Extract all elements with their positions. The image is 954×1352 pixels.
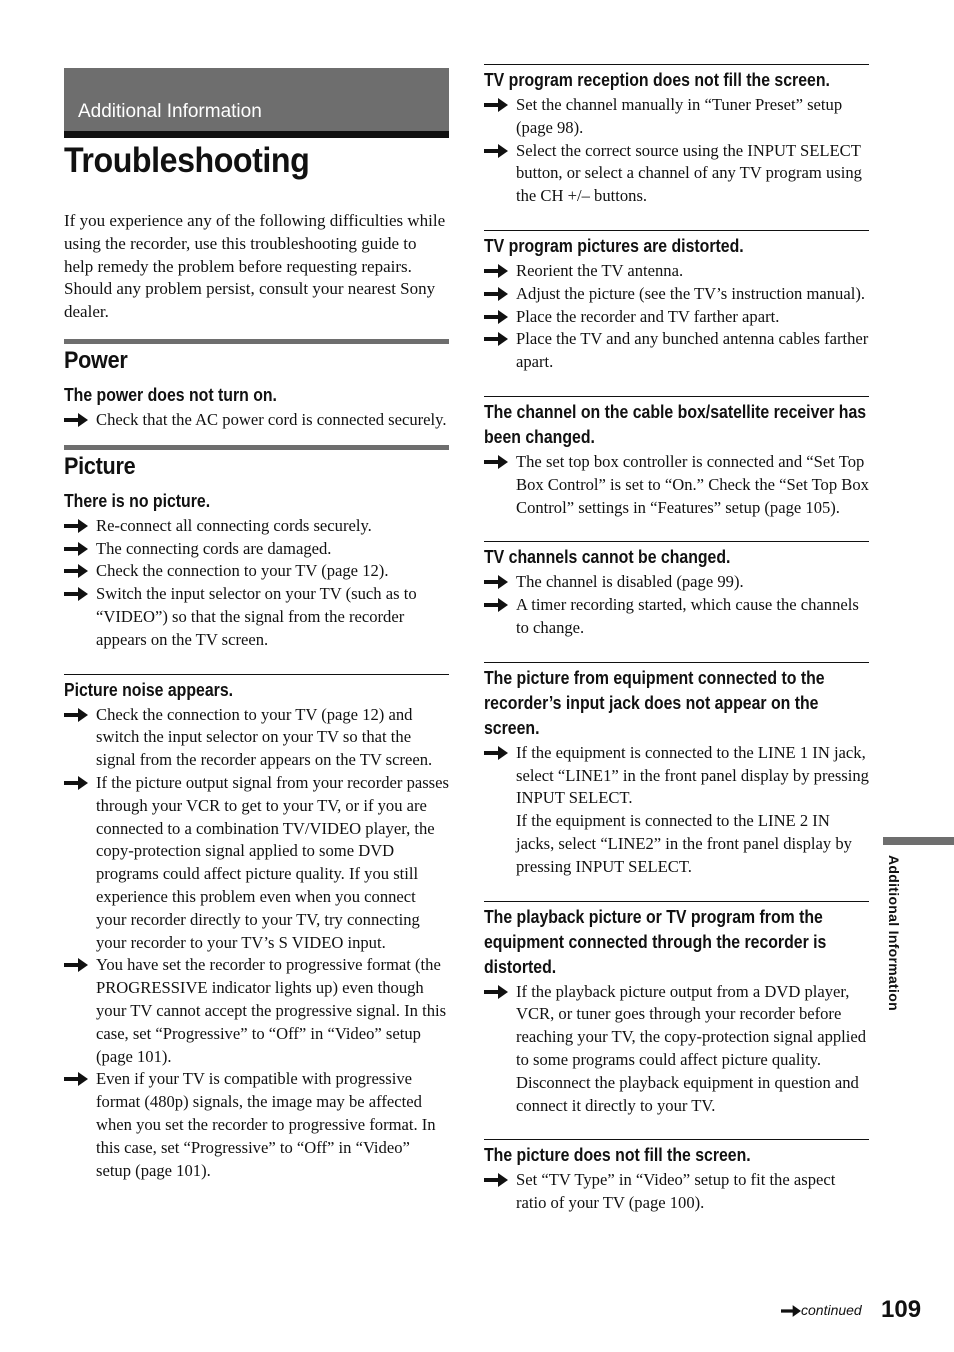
bullet-item	[64, 515, 449, 538]
bullet-item	[64, 409, 449, 432]
topic	[484, 230, 869, 374]
band-rule	[64, 131, 449, 138]
bullet-list	[484, 571, 869, 639]
right-column	[484, 64, 869, 1215]
topic-heading: There is no picture.	[64, 490, 211, 511]
section-title-power: Power	[64, 347, 128, 374]
bullet-text: Adjust the picture (see the TV’s instruction manual).	[516, 283, 866, 303]
picture-topics	[64, 489, 449, 1183]
right-arrow-icon	[484, 98, 508, 112]
bullet-list	[484, 742, 869, 879]
left-column	[64, 339, 449, 1182]
topic	[64, 383, 449, 432]
right-arrow-icon	[484, 985, 508, 999]
topic	[484, 541, 869, 639]
bullet-list	[64, 704, 449, 1183]
topic	[484, 1139, 869, 1215]
topic-heading: The picture from equipment connected to the recorder’s input jack does not appear on the screen.	[484, 667, 825, 738]
topic	[484, 64, 869, 208]
power-topics	[64, 383, 449, 432]
bullet-text: Place the recorder and TV farther apart.	[516, 306, 780, 326]
right-arrow-icon	[64, 413, 88, 427]
right-arrow-icon	[484, 598, 508, 612]
bullet-text: Switch the input selector on your TV (such as to “VIDEO”) so that the signal from the recorder appears on the TV screen.	[96, 584, 417, 649]
bullet-item	[64, 704, 449, 772]
bullet-item	[64, 538, 449, 561]
right-arrow-icon	[64, 776, 88, 790]
section-band-label: Additional Information	[78, 101, 262, 122]
bullet-text: Reorient the TV antenna.	[516, 260, 684, 280]
bullet-item	[64, 954, 449, 1068]
bullet-text: Select the correct source using the INPUT SELECT button, or select a channel of any TV program using the CH +/– buttons.	[516, 140, 862, 206]
bullet-text: Even if your TV is compatible with progressive format (480p) signals, the image may be affected when you set the recorder to progressive format. In this case, set “Progressive” to “Off” in “Video” setup (page 101).	[96, 1069, 436, 1180]
right-arrow-icon	[484, 310, 508, 324]
right-arrow-icon	[484, 144, 508, 158]
topic-heading: The picture does not fill the screen.	[484, 1145, 751, 1166]
topic-heading: Picture noise appears.	[64, 679, 234, 700]
bullet-text: The set top box controller is connected and “Set Top Box Control” is set to “On.” Check the “Set Top Box Control” settings in “Features” setup (page 105).	[516, 451, 869, 517]
bullet-text: Check that the AC power cord is connected securely.	[96, 410, 447, 429]
bullet-item	[484, 981, 869, 1118]
bullet-item	[484, 283, 869, 306]
right-arrow-icon	[64, 519, 88, 533]
bullet-item	[484, 571, 869, 594]
bullet-list	[484, 981, 869, 1118]
bullet-text: If the playback picture output from a DVD player, VCR, or tuner goes through your recorder before reaching your TV, the copy-protection signal applied to some programs could affect picture quality. Disconnect the playback equipment in question and connect it directly to your TV.	[516, 981, 867, 1115]
right-arrow-icon	[781, 1305, 801, 1317]
topic	[484, 396, 869, 519]
topic-heading: TV channels cannot be changed.	[484, 547, 731, 568]
section-title-picture: Picture	[64, 452, 136, 480]
right-arrow-icon	[484, 264, 508, 278]
right-topics	[484, 64, 869, 1215]
page-title: Troubleshooting	[64, 141, 310, 180]
bullet-item	[484, 260, 869, 283]
side-tab-marker	[883, 837, 954, 845]
bullet-list	[64, 515, 449, 652]
right-arrow-icon	[64, 958, 88, 972]
bullet-text: Check the connection to your TV (page 12) and switch the input selector on your TV so that the signal from the recorder appears on the TV screen.	[96, 704, 433, 770]
bullet-item	[484, 451, 869, 519]
bullet-item	[484, 94, 869, 140]
bullet-item	[64, 583, 449, 651]
bullet-list	[484, 94, 869, 208]
bullet-item	[484, 1169, 869, 1215]
bullet-list	[484, 1169, 869, 1215]
topic	[64, 674, 449, 1183]
side-tab-label: Additional Information	[886, 855, 902, 1011]
bullet-item	[484, 306, 869, 329]
right-arrow-icon	[64, 564, 88, 578]
topic	[484, 901, 869, 1118]
continued-note	[781, 1302, 862, 1318]
continued-label: continued	[801, 1302, 862, 1318]
right-arrow-icon	[64, 1072, 88, 1086]
intro-paragraph: If you experience any of the following difficulties while using the recorder, use this troubleshooting guide to help remedy the problem before requesting repairs. Should any problem persist, consult your nearest Sony dealer.	[64, 211, 446, 322]
bullet-item	[64, 772, 449, 954]
bullet-text: The channel is disabled (page 99).	[516, 572, 744, 592]
bullet-list	[484, 260, 869, 374]
bullet-list	[64, 409, 449, 432]
topic-heading: TV program reception does not fill the screen.	[484, 70, 830, 90]
right-arrow-icon	[484, 455, 508, 469]
bullet-text: You have set the recorder to progressive format (the PROGRESSIVE indicator lights up) even though your TV cannot accept the progressive signal. In this case, set “Progressive” to “Off” in “Video” setup (page 101).	[96, 955, 447, 1066]
right-arrow-icon	[484, 746, 508, 760]
bullet-item	[64, 1068, 449, 1182]
bullet-text: If the equipment is connected to the LINE 1 IN jack, select “LINE1” in the front panel display by pressing INPUT SELECT. If the equipment is connected to the LINE 2 IN jacks, select “LINE2” in the front panel display by pressing INPUT SELECT.	[516, 742, 869, 876]
bullet-text: The connecting cords are damaged.	[96, 538, 332, 558]
topic-heading: TV program pictures are distorted.	[484, 235, 744, 256]
topic	[64, 489, 449, 652]
bullet-text: Place the TV and any bunched antenna cables farther apart.	[516, 329, 869, 372]
bullet-item	[484, 742, 869, 879]
topic-heading: The playback picture or TV program from the equipment connected through the recorder is distorted.	[484, 906, 827, 977]
bullet-text: Check the connection to your TV (page 12).	[96, 561, 389, 581]
bullet-text: Re-connect all connecting cords securely.	[96, 515, 372, 535]
bullet-text: Set the channel manually in “Tuner Preset” setup (page 98).	[516, 95, 843, 137]
bullet-text: A timer recording started, which cause the channels to change.	[516, 595, 859, 637]
right-arrow-icon	[64, 708, 88, 722]
bullet-item	[484, 328, 869, 374]
right-arrow-icon	[484, 575, 508, 589]
bullet-item	[64, 560, 449, 583]
bullet-text: Set “TV Type” in “Video” setup to fit the aspect ratio of your TV (page 100).	[516, 1170, 836, 1213]
right-arrow-icon	[484, 1173, 508, 1187]
section-band	[64, 68, 449, 131]
right-arrow-icon	[484, 332, 508, 346]
picture-section	[64, 445, 449, 1183]
power-section	[64, 339, 449, 432]
topic	[484, 662, 869, 879]
topic-heading: The power does not turn on.	[64, 385, 277, 405]
bullet-item	[484, 594, 869, 640]
right-arrow-icon	[64, 587, 88, 601]
topic-heading: The channel on the cable box/satellite receiver has been changed.	[484, 401, 867, 447]
bullet-item	[484, 140, 869, 208]
page-number: 109	[881, 1296, 922, 1323]
bullet-list	[484, 451, 869, 519]
bullet-text: If the picture output signal from your recorder passes through your VCR to get to your TV, or if you are connected to a combination TV/VIDEO player, the copy-protection signal applied to some DVD programs could affect picture quality. If you still experience this problem even when you connect your recorder directly to your TV, try connecting your recorder to your TV’s S VIDEO input.	[96, 772, 449, 952]
right-arrow-icon	[484, 287, 508, 301]
right-arrow-icon	[64, 542, 88, 556]
